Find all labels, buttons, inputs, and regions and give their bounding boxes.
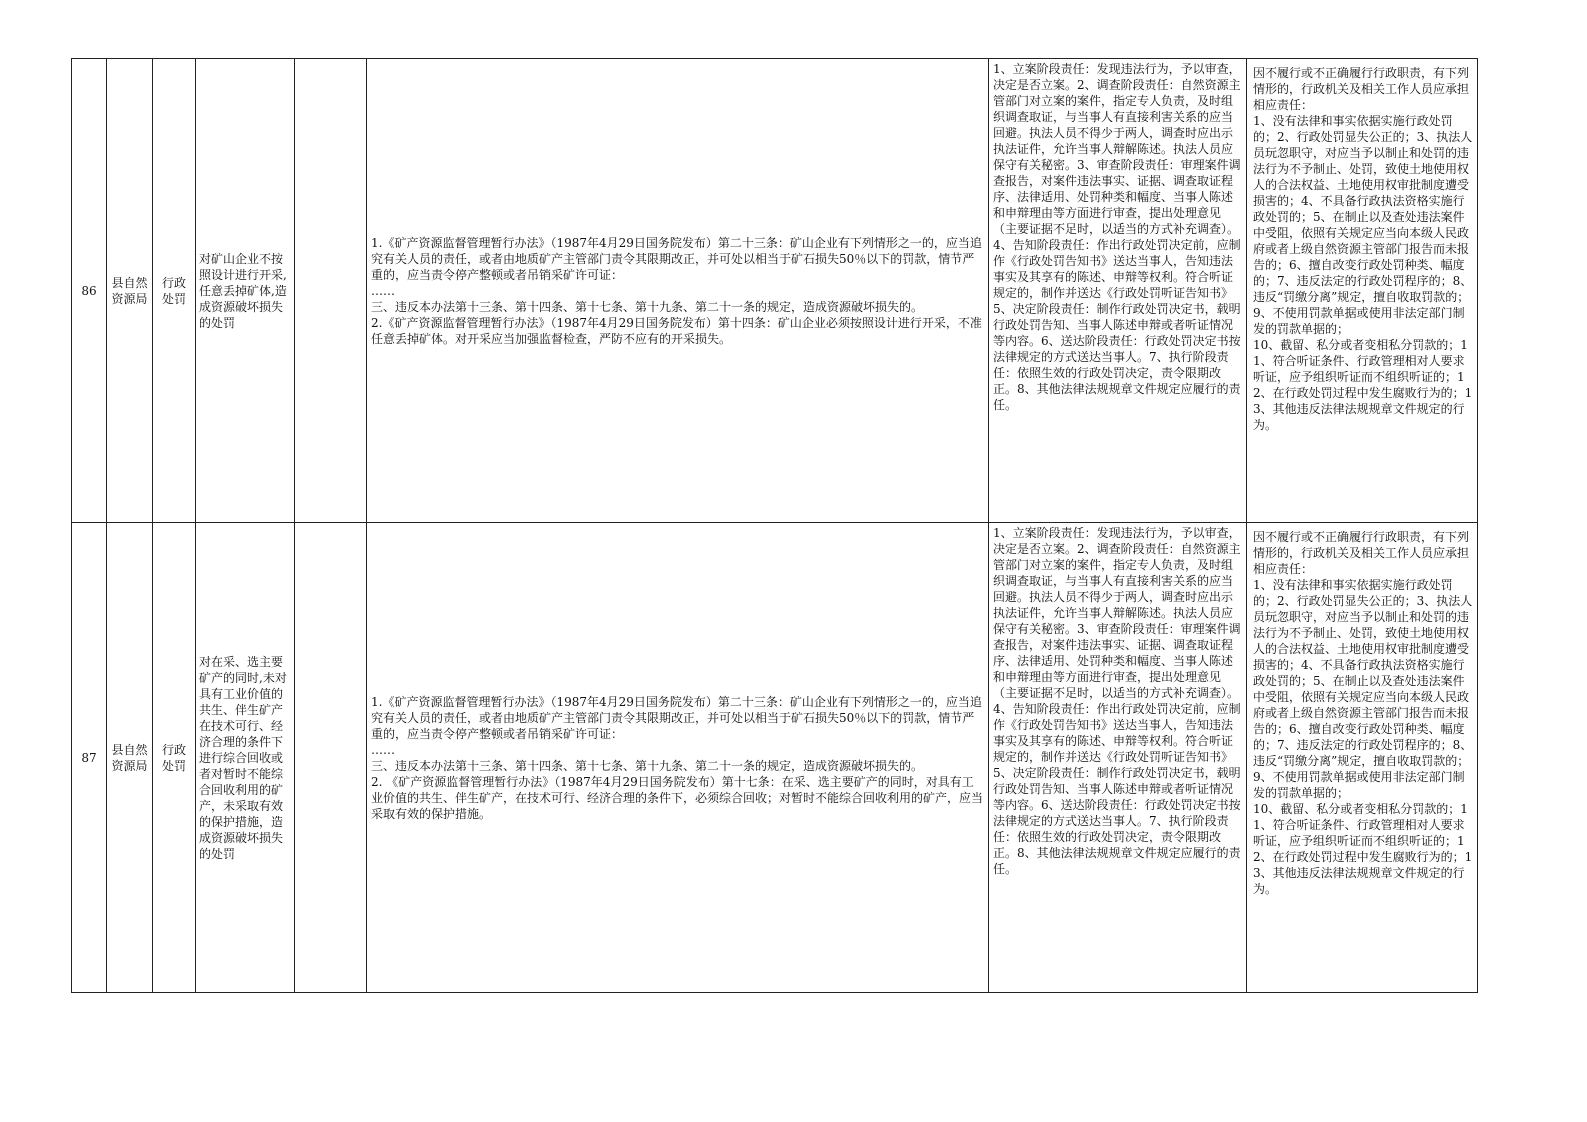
implementing-agency: 县自然资源局 [111, 275, 148, 306]
power-type: 行政处罚 [161, 742, 186, 773]
accountability-cell [1247, 59, 1478, 523]
row-number: 86 [81, 283, 97, 298]
item-cell [196, 59, 295, 523]
type-cell [153, 59, 196, 523]
table-row [72, 523, 1478, 993]
legal-basis-cell [367, 523, 989, 993]
implementing-agency: 县自然资源局 [111, 742, 148, 773]
power-list-table [71, 58, 1478, 993]
power-type: 行政处罚 [161, 275, 186, 306]
responsibility-cell [989, 59, 1247, 523]
accountability-cell [1247, 523, 1478, 993]
legal-basis-cell [367, 59, 989, 523]
row-number: 87 [81, 750, 97, 765]
agency-cell [107, 59, 153, 523]
item-cell [196, 523, 295, 993]
agency-cell [107, 523, 153, 993]
responsibility-cell [989, 523, 1247, 993]
legal-basis: 1.《矿产资源监督管理暂行办法》（1987年4月29日国务院发布）第二十三条：矿山企业有下列情形之一的，应当追究有关人员的责任，或者由地质矿产主管部门责令其限期改正，并可处以相当于矿石损失50％以下的罚款，情节严重的，应当责令停产整顿或者吊销采矿许可证： …… 三、违反本办法第十三条、第十四条、第十七条、第十九条、第二十一条的规定，造成资源破坏损失的。 2.《矿产资源监督管理暂行办法》（1987年4月29日国务院发布）第十四条：矿山企业必须按照设计进行开采，不准任意丢掉矿体。对开采应当加强监督检查，严防不应有的开采损失。 [371, 235, 982, 346]
accountability-text: 因不履行或不正确履行行政职责，有下列情形的，行政机关及相关工作人员应承担相应责任： 1、没有法律和事实依据实施行政处罚的；2、行政处罚显失公正的；3、执法人员玩忽职守，对应当予以制止和处罚的违法行为不予制止、处罚，致使土地使用权人的合法权益、土地使用权审批制度遭受损害的；4、不具备行政执法资格实施行政处罚的；5、在制止以及查处违法案件中受阻，依照有关规定应当向本级人民政府或者上级自然资源主管部门报告而未报告的；6、擅自改变行政处罚种类、幅度的；7、违反法定的行政处罚程序的；8、违反“罚缴分离”规定，擅自收取罚款的；9、不使用罚款单据或使用非法定部门制发的罚款单据的； 10、截留、私分或者变相私分罚款的；11、符合听证条件、行政管理相对人要求听证，应予组织听证而不组织听证的；12、在行政处罚过程中发生腐败行为的；13、其他违反法律法规规章文件规定的行为。 [1253, 66, 1473, 432]
responsibility-text: 1、立案阶段责任：发现违法行为，予以审查，决定是否立案。2、调查阶段责任：自然资源主管部门对立案的案件，指定专人负责，及时组织调查取证，与当事人有直接利害关系的应当回避。执法人员不得少于两人，调查时应出示执法证件，允许当事人辩解陈述。执法人员应保守有关秘密。3、审查阶段责任：审理案件调查报告，对案件违法事实、证据、调查取证程序、法律适用、处罚种类和幅度、当事人陈述和申辩理由等方面进行审查，提出处理意见（主要证据不足时，以适当的方式补充调查）。4、告知阶段责任：作出行政处罚决定前，应制作《行政处罚告知书》送达当事人，告知违法事实及其享有的陈述、申辩等权利。符合听证规定的，制作并送达《行政处罚听证告知书》5、决定阶段责任：制作行政处罚决定书，载明行政处罚告知、当事人陈述申辩或者听证情况等内容。6、送达阶段责任：行政处罚决定书按法律规定的方式送达当事人。7、执行阶段责任：依照生效的行政处罚决定，责令限期改正。8、其他法律法规规章文件规定应履行的责任。 [993, 62, 1241, 412]
table-row [72, 59, 1478, 523]
row-number-cell [72, 523, 107, 993]
row-number-cell [72, 59, 107, 523]
power-item-name: 对矿山企业不按照设计进行开采,任意丢掉矿体,造成资源破坏损失的处罚 [199, 251, 287, 330]
responsibility-text: 1、立案阶段责任：发现违法行为，予以审查，决定是否立案。2、调查阶段责任：自然资源主管部门对立案的案件，指定专人负责，及时组织调查取证，与当事人有直接利害关系的应当回避。执法人员不得少于两人，调查时应出示执法证件，允许当事人辩解陈述。执法人员应保守有关秘密。3、审查阶段责任：审理案件调查报告，对案件违法事实、证据、调查取证程序、法律适用、处罚种类和幅度、当事人陈述和申辩理由等方面进行审查，提出处理意见（主要证据不足时，以适当的方式补充调查）。4、告知阶段责任：作出行政处罚决定前，应制作《行政处罚告知书》送达当事人，告知违法事实及其享有的陈述、申辩等权利。符合听证规定的，制作并送达《行政处罚听证告知书》5、决定阶段责任：制作行政处罚决定书，载明行政处罚告知、当事人陈述申辩或者听证情况等内容。6、送达阶段责任：行政处罚决定书按法律规定的方式送达当事人。7、执行阶段责任：依照生效的行政处罚决定，责令限期改正。8、其他法律法规规章文件规定应履行的责任。 [993, 526, 1241, 876]
type-cell [153, 523, 196, 993]
power-item-name: 对在采、选主要矿产的同时,未对具有工业价值的共生、伴生矿产在技术可行、经济合理的条件下进行综合回收或者对暂时不能综合回收利用的矿产，未采取有效的保护措施，造成资源破坏损失的处罚 [199, 654, 287, 861]
accountability-text: 因不履行或不正确履行行政职责，有下列情形的，行政机关及相关工作人员应承担相应责任： 1、没有法律和事实依据实施行政处罚的；2、行政处罚显失公正的；3、执法人员玩忽职守，对应当予以制止和处罚的违法行为不予制止、处罚，致使土地使用权人的合法权益、土地使用权审批制度遭受损害的；4、不具备行政执法资格实施行政处罚的；5、在制止以及查处违法案件中受阻，依照有关规定应当向本级人民政府或者上级自然资源主管部门报告而未报告的；6、擅自改变行政处罚种类、幅度的；7、违反法定的行政处罚程序的；8、违反“罚缴分离”规定，擅自收取罚款的；9、不使用罚款单据或使用非法定部门制发的罚款单据的； 10、截留、私分或者变相私分罚款的；11、符合听证条件、行政管理相对人要求听证，应予组织听证而不组织听证的；12、在行政处罚过程中发生腐败行为的；13、其他违反法律法规规章文件规定的行为。 [1253, 530, 1473, 896]
sub-item-cell [295, 523, 367, 993]
legal-basis: 1.《矿产资源监督管理暂行办法》（1987年4月29日国务院发布）第二十三条：矿山企业有下列情形之一的，应当追究有关人员的责任，或者由地质矿产主管部门责令其限期改正，并可处以相当于矿石损失50％以下的罚款，情节严重的，应当责令停产整顿或者吊销采矿许可证： …… 三、违反本办法第十三条、第十四条、第十七条、第十九条、第二十一条的规定，造成资源破坏损失的。 2. 《矿产资源监督管理暂行办法》（1987年4月29日国务院发布）第十七条：在采、选主要矿产的同时，对具有工业价值的共生、伴生矿产，在技术可行、经济合理的条件下，必须综合回收；对暂时不能综合回收利用的矿产，应当采取有效的保护措施。 [371, 694, 984, 821]
sub-item-cell [295, 59, 367, 523]
